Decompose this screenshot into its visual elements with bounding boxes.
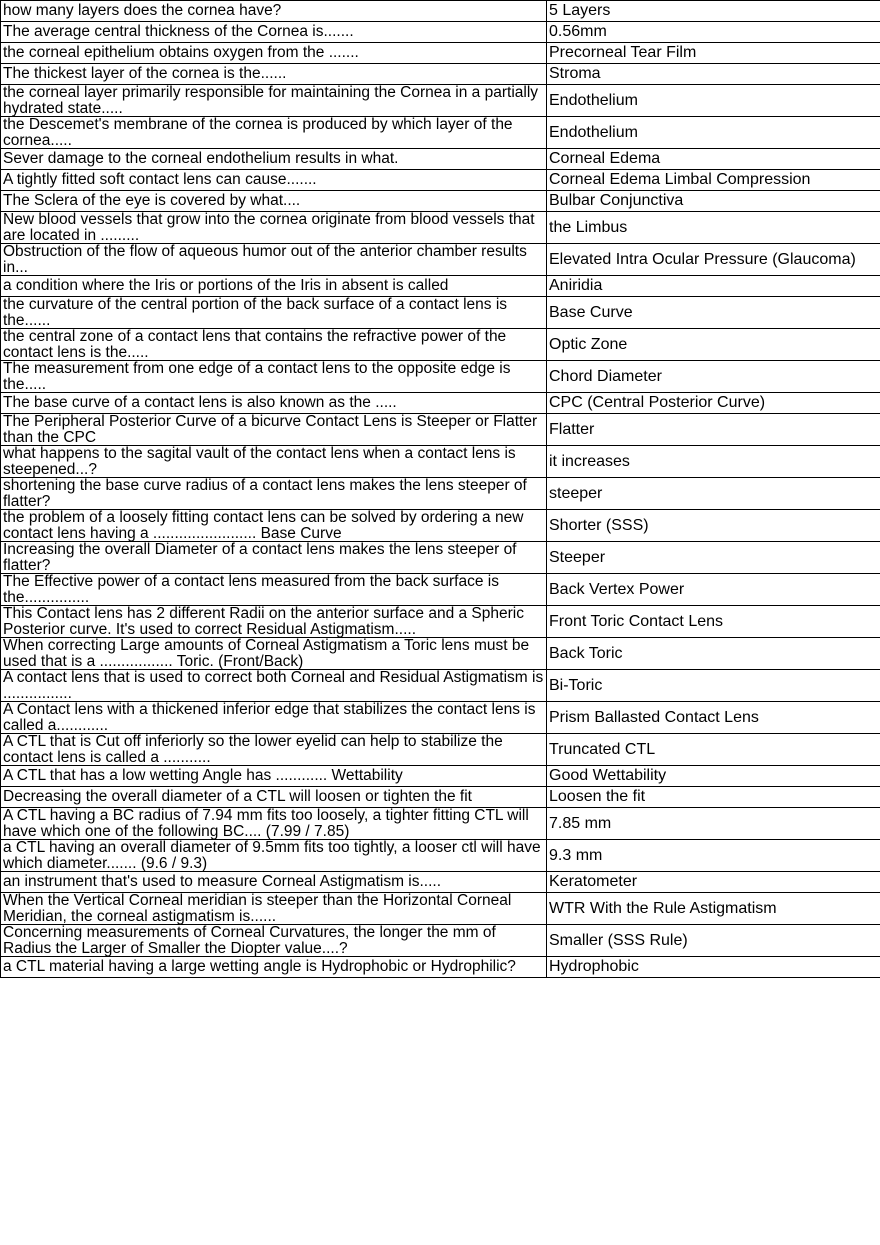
- table-row: [1, 43, 880, 64]
- answer-cell: Corneal Edema Limbal Compression: [547, 170, 880, 191]
- table-row: [1, 329, 880, 361]
- answer-cell: Back Vertex Power: [547, 574, 880, 606]
- table-row: [1, 22, 880, 43]
- table-row: [1, 276, 880, 297]
- question-cell: The average central thickness of the Cornea is.......: [1, 22, 547, 43]
- question-cell: the corneal layer primarily responsible for maintaining the Cornea in a partially hydrated state.....: [1, 85, 547, 117]
- answer-cell: Prism Ballasted Contact Lens: [547, 702, 880, 734]
- question-cell: A CTL that has a low wetting Angle has ............ Wettability: [1, 766, 547, 787]
- answer-cell: CPC (Central Posterior Curve): [547, 393, 880, 414]
- answer-cell: Back Toric: [547, 638, 880, 670]
- answer-cell: Good Wettability: [547, 766, 880, 787]
- question-cell: shortening the base curve radius of a contact lens makes the lens steeper of flatter?: [1, 478, 547, 510]
- answer-cell: Shorter (SSS): [547, 510, 880, 542]
- table-row: [1, 1, 880, 22]
- question-cell: A Contact lens with a thickened inferior edge that stabilizes the contact lens is called a............: [1, 702, 547, 734]
- question-cell: a CTL material having a large wetting angle is Hydrophobic or Hydrophilic?: [1, 957, 547, 978]
- question-cell: Decreasing the overall diameter of a CTL will loosen or tighten the fit: [1, 787, 547, 808]
- question-cell: When correcting Large amounts of Corneal Astigmatism a Toric lens must be used that is a ................. Toric. (Front/Back): [1, 638, 547, 670]
- answer-cell: Corneal Edema: [547, 149, 880, 170]
- answer-cell: Elevated Intra Ocular Pressure (Glaucoma): [547, 244, 880, 276]
- answer-cell: Steeper: [547, 542, 880, 574]
- answer-cell: the Limbus: [547, 212, 880, 244]
- table-row: [1, 925, 880, 957]
- table-row: [1, 808, 880, 840]
- table-row: [1, 574, 880, 606]
- table-row: [1, 244, 880, 276]
- table-row: [1, 149, 880, 170]
- table-row: [1, 872, 880, 893]
- question-cell: The Sclera of the eye is covered by what....: [1, 191, 547, 212]
- answer-cell: Base Curve: [547, 297, 880, 329]
- question-cell: the central zone of a contact lens that contains the refractive power of the contact lens is the.....: [1, 329, 547, 361]
- question-cell: A CTL that is Cut off inferiorly so the lower eyelid can help to stabilize the contact lens is called a ...........: [1, 734, 547, 766]
- question-cell: A contact lens that is used to correct both Corneal and Residual Astigmatism is ................: [1, 670, 547, 702]
- answer-cell: Flatter: [547, 414, 880, 446]
- question-cell: how many layers does the cornea have?: [1, 1, 547, 22]
- qa-table-body: [1, 1, 880, 978]
- table-row: [1, 170, 880, 191]
- answer-cell: Aniridia: [547, 276, 880, 297]
- table-row: [1, 766, 880, 787]
- table-row: [1, 542, 880, 574]
- question-cell: Concerning measurements of Corneal Curvatures, the longer the mm of Radius the Larger of Smaller the Diopter value....?: [1, 925, 547, 957]
- table-row: [1, 64, 880, 85]
- answer-cell: Endothelium: [547, 117, 880, 149]
- question-cell: what happens to the sagital vault of the contact lens when a contact lens is steepened...?: [1, 446, 547, 478]
- table-row: [1, 361, 880, 393]
- question-cell: A tightly fitted soft contact lens can cause.......: [1, 170, 547, 191]
- question-cell: This Contact lens has 2 different Radii on the anterior surface and a Spheric Posterior curve. It's used to correct Residual Astigmatism.....: [1, 606, 547, 638]
- table-row: [1, 446, 880, 478]
- question-cell: the curvature of the central portion of the back surface of a contact lens is the......: [1, 297, 547, 329]
- table-row: [1, 117, 880, 149]
- table-row: [1, 840, 880, 872]
- table-row: [1, 212, 880, 244]
- table-row: [1, 670, 880, 702]
- table-row: [1, 734, 880, 766]
- table-row: [1, 393, 880, 414]
- answer-cell: 5 Layers: [547, 1, 880, 22]
- question-cell: the corneal epithelium obtains oxygen from the .......: [1, 43, 547, 64]
- answer-cell: Smaller (SSS Rule): [547, 925, 880, 957]
- table-row: [1, 638, 880, 670]
- table-row: [1, 85, 880, 117]
- question-cell: Obstruction of the flow of aqueous humor out of the anterior chamber results in...: [1, 244, 547, 276]
- question-cell: The thickest layer of the cornea is the......: [1, 64, 547, 85]
- table-row: [1, 191, 880, 212]
- answer-cell: Optic Zone: [547, 329, 880, 361]
- answer-cell: Hydrophobic: [547, 957, 880, 978]
- table-row: [1, 510, 880, 542]
- answer-cell: Stroma: [547, 64, 880, 85]
- answer-cell: Front Toric Contact Lens: [547, 606, 880, 638]
- question-cell: Increasing the overall Diameter of a contact lens makes the lens steeper of flatter?: [1, 542, 547, 574]
- answer-cell: 9.3 mm: [547, 840, 880, 872]
- answer-cell: Truncated CTL: [547, 734, 880, 766]
- table-row: [1, 478, 880, 510]
- question-cell: New blood vessels that grow into the cornea originate from blood vessels that are located in .........: [1, 212, 547, 244]
- question-cell: a condition where the Iris or portions of the Iris in absent is called: [1, 276, 547, 297]
- answer-cell: Chord Diameter: [547, 361, 880, 393]
- answer-cell: 7.85 mm: [547, 808, 880, 840]
- question-cell: When the Vertical Corneal meridian is steeper than the Horizontal Corneal Meridian, the corneal astigmatism is......: [1, 893, 547, 925]
- answer-cell: Bulbar Conjunctiva: [547, 191, 880, 212]
- table-row: [1, 606, 880, 638]
- table-row: [1, 414, 880, 446]
- question-cell: Sever damage to the corneal endothelium results in what.: [1, 149, 547, 170]
- question-cell: a CTL having an overall diameter of 9.5mm fits too tightly, a looser ctl will have which diameter....... (9.6 / 9.3): [1, 840, 547, 872]
- answer-cell: WTR With the Rule Astigmatism: [547, 893, 880, 925]
- answer-cell: Keratometer: [547, 872, 880, 893]
- table-row: [1, 957, 880, 978]
- question-cell: the problem of a loosely fitting contact lens can be solved by ordering a new contact lens having a ........................ Base Curve: [1, 510, 547, 542]
- answer-cell: 0.56mm: [547, 22, 880, 43]
- answer-cell: Loosen the fit: [547, 787, 880, 808]
- answer-cell: it increases: [547, 446, 880, 478]
- table-row: [1, 787, 880, 808]
- table-row: [1, 702, 880, 734]
- answer-cell: Precorneal Tear Film: [547, 43, 880, 64]
- question-cell: A CTL having a BC radius of 7.94 mm fits too loosely, a tighter fitting CTL will have which one of the following BC.... (7.99 / 7.85): [1, 808, 547, 840]
- question-cell: an instrument that's used to measure Corneal Astigmatism is.....: [1, 872, 547, 893]
- table-row: [1, 893, 880, 925]
- question-cell: The Effective power of a contact lens measured from the back surface is the...............: [1, 574, 547, 606]
- question-cell: The base curve of a contact lens is also known as the .....: [1, 393, 547, 414]
- table-row: [1, 297, 880, 329]
- question-cell: The Peripheral Posterior Curve of a bicurve Contact Lens is Steeper or Flatter than the CPC: [1, 414, 547, 446]
- question-cell: The measurement from one edge of a contact lens to the opposite edge is the.....: [1, 361, 547, 393]
- question-cell: the Descemet's membrane of the cornea is produced by which layer of the cornea.....: [1, 117, 547, 149]
- answer-cell: Bi-Toric: [547, 670, 880, 702]
- answer-cell: Endothelium: [547, 85, 880, 117]
- answer-cell: steeper: [547, 478, 880, 510]
